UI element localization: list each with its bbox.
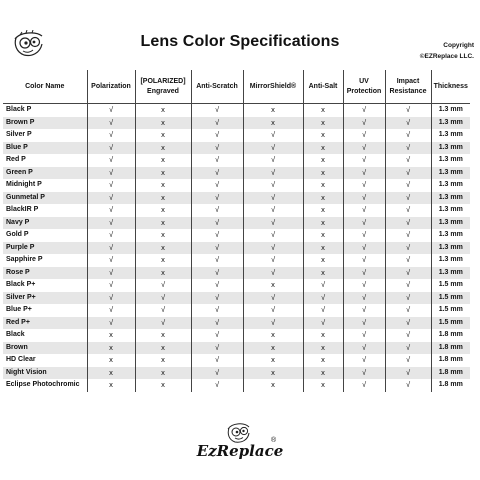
check-mark-cell: √ [87,192,135,205]
table-row [3,167,470,180]
check-mark-cell: √ [243,317,303,330]
cross-mark-cell: x [135,342,191,355]
brand-wordmark: EzReplace [196,442,284,460]
check-mark-cell: √ [343,217,385,230]
table-row [3,292,470,305]
check-mark-cell: √ [243,129,303,142]
check-mark-cell: √ [385,242,431,255]
color-name-cell: Night Vision [3,367,87,380]
color-name-cell: Navy P [3,217,87,230]
check-mark-cell: √ [343,304,385,317]
column-header-engraved: [POLARIZED] Engraved [135,70,191,104]
table-row [3,342,470,355]
check-mark-cell: √ [191,229,243,242]
cross-mark-cell: x [135,142,191,155]
check-mark-cell: √ [135,292,191,305]
cross-mark-cell: x [303,179,343,192]
cross-mark-cell: x [135,329,191,342]
thickness-cell: 1.3 mm [431,129,470,142]
cross-mark-cell: x [303,379,343,392]
table-row [3,304,470,317]
cross-mark-cell: x [303,329,343,342]
color-name-cell: Black P+ [6,281,36,289]
color-name-cell: Midnight P [6,181,42,189]
check-mark-cell: √ [191,104,243,117]
cross-mark-cell: x [135,217,191,230]
table-row [3,179,470,192]
check-mark-cell: √ [385,267,431,280]
check-mark-cell: √ [343,342,385,355]
check-mark-cell: √ [385,354,431,367]
check-mark-cell: √ [243,242,303,255]
lens-spec-table [3,70,470,392]
cross-mark-cell: x [135,267,191,280]
color-name-cell: Black [6,331,25,339]
check-mark-cell: √ [87,292,135,305]
check-mark-cell: √ [385,379,431,392]
check-mark-cell: √ [343,354,385,367]
thickness-cell: 1.8 mm [431,354,470,367]
cross-mark-cell: x [303,154,343,167]
check-mark-cell: √ [87,242,135,255]
table-row [3,154,470,167]
table-row [3,242,470,255]
check-mark-cell: √ [191,342,243,355]
thickness-cell: 1.3 mm [431,204,470,217]
color-name-cell: Silver P [6,131,32,139]
cross-mark-cell: x [243,354,303,367]
check-mark-cell: √ [87,254,135,267]
thickness-cell: 1.5 mm [431,304,470,317]
check-mark-cell: √ [87,317,135,330]
cross-mark-cell: x [303,354,343,367]
color-name-cell: Purple P [3,242,87,255]
cross-mark-cell: x [243,117,303,130]
check-mark-cell: √ [343,317,385,330]
check-mark-cell: √ [191,192,243,205]
cross-mark-cell: x [87,329,135,342]
cross-mark-cell: x [87,379,135,392]
cross-mark-cell: x [303,367,343,380]
thickness-cell: 1.5 mm [431,279,470,292]
thickness-cell: 1.3 mm [431,192,470,205]
check-mark-cell: √ [191,254,243,267]
check-mark-cell: √ [135,304,191,317]
check-mark-cell: √ [243,304,303,317]
check-mark-cell: √ [343,142,385,155]
check-mark-cell: √ [243,254,303,267]
check-mark-cell: √ [385,117,431,130]
table-row [3,254,470,267]
cross-mark-cell: x [303,254,343,267]
table-row [3,367,470,380]
cross-mark-cell: x [243,104,303,117]
check-mark-cell: √ [191,367,243,380]
table-header-row [3,70,470,104]
thickness-cell: 1.3 mm [431,142,470,155]
check-mark-cell: √ [87,217,135,230]
brand-logo [0,418,480,468]
check-mark-cell: √ [191,117,243,130]
check-mark-cell: √ [385,279,431,292]
thickness-cell: 1.5 mm [431,292,470,305]
check-mark-cell: √ [303,317,343,330]
color-name-cell: BlackIR P [6,206,39,214]
check-mark-cell: √ [343,367,385,380]
thickness-cell: 1.3 mm [431,154,470,167]
copyright-notice [404,40,474,62]
check-mark-cell: √ [343,229,385,242]
check-mark-cell: √ [87,104,135,117]
cross-mark-cell: x [135,254,191,267]
check-mark-cell: √ [343,254,385,267]
color-name-cell: Red P [6,156,26,164]
color-name-cell: Blue P+ [6,306,32,314]
cross-mark-cell: x [243,342,303,355]
check-mark-cell: √ [87,167,135,180]
cross-mark-cell: x [243,379,303,392]
check-mark-cell: √ [191,242,243,255]
registered-mark: ® [271,437,277,444]
check-mark-cell: √ [135,317,191,330]
cross-mark-cell: x [135,167,191,180]
column-header-anti-scratch: Anti-Scratch [191,70,243,104]
table-row [3,117,470,130]
color-name-cell: Green P [3,167,87,180]
check-mark-cell: √ [87,154,135,167]
column-header-mirrorshield: MirrorShield® [243,70,303,104]
thickness-cell: 1.3 mm [431,117,470,130]
check-mark-cell: √ [243,192,303,205]
cross-mark-cell: x [135,104,191,117]
check-mark-cell: √ [243,167,303,180]
check-mark-cell: √ [303,292,343,305]
cross-mark-cell: x [303,229,343,242]
column-header-anti-salt: Anti-Salt [303,70,343,104]
cross-mark-cell: x [135,367,191,380]
check-mark-cell: √ [343,167,385,180]
check-mark-cell: √ [385,254,431,267]
check-mark-cell: √ [385,329,431,342]
cross-mark-cell: x [243,279,303,292]
cross-mark-cell: x [303,117,343,130]
check-mark-cell: √ [87,117,135,130]
check-mark-cell: √ [385,292,431,305]
table-row [3,267,470,280]
check-mark-cell: √ [87,279,135,292]
color-name-cell: Black P [6,106,32,114]
check-mark-cell: √ [87,267,135,280]
column-header-color: Color Name [3,70,87,104]
table-row [3,104,470,117]
check-mark-cell: √ [303,279,343,292]
check-mark-cell: √ [243,229,303,242]
check-mark-cell: √ [385,154,431,167]
cross-mark-cell: x [303,342,343,355]
cross-mark-cell: x [135,229,191,242]
color-name-cell: Brown [3,342,87,355]
color-name-cell: Blue P [3,142,87,155]
check-mark-cell: √ [385,317,431,330]
check-mark-cell: √ [191,167,243,180]
check-mark-cell: √ [385,229,431,242]
cross-mark-cell: x [303,129,343,142]
check-mark-cell: √ [87,142,135,155]
check-mark-cell: √ [191,317,243,330]
check-mark-cell: √ [243,154,303,167]
thickness-cell: 1.3 mm [431,242,470,255]
cartoon-face-with-glasses-icon [226,422,252,444]
table-body [3,104,470,392]
thickness-cell: 1.8 mm [431,379,470,392]
check-mark-cell: √ [343,179,385,192]
check-mark-cell: √ [191,304,243,317]
thickness-cell: 1.3 mm [431,229,470,242]
table-row [3,379,470,392]
check-mark-cell: √ [385,192,431,205]
check-mark-cell: √ [191,329,243,342]
cross-mark-cell: x [303,242,343,255]
check-mark-cell: √ [191,129,243,142]
cross-mark-cell: x [303,142,343,155]
check-mark-cell: √ [385,304,431,317]
cross-mark-cell: x [243,329,303,342]
check-mark-cell: √ [135,279,191,292]
check-mark-cell: √ [343,242,385,255]
color-name-cell: HD Clear [6,356,36,364]
check-mark-cell: √ [385,104,431,117]
column-header-thickness: Thickness [431,70,470,104]
check-mark-cell: √ [343,292,385,305]
color-name-cell: Eclipse Photochromic [6,381,80,389]
cross-mark-cell: x [135,154,191,167]
thickness-cell: 1.3 mm [431,179,470,192]
check-mark-cell: √ [343,104,385,117]
check-mark-cell: √ [87,229,135,242]
check-mark-cell: √ [243,204,303,217]
cross-mark-cell: x [135,117,191,130]
check-mark-cell: √ [87,204,135,217]
cross-mark-cell: x [135,192,191,205]
check-mark-cell: √ [243,142,303,155]
table-row [3,142,470,155]
cross-mark-cell: x [87,342,135,355]
color-name-cell: Gunmetal P [3,192,87,205]
thickness-cell: 1.5 mm [431,317,470,330]
thickness-cell: 1.8 mm [431,329,470,342]
color-name-cell: Gold P [6,231,29,239]
cross-mark-cell: x [135,129,191,142]
check-mark-cell: √ [385,204,431,217]
table-row [3,279,470,292]
copyright-line-1: Copyright [443,42,474,49]
table-row [3,354,470,367]
table-row [3,204,470,217]
table-row [3,317,470,330]
check-mark-cell: √ [191,267,243,280]
check-mark-cell: √ [343,329,385,342]
check-mark-cell: √ [191,142,243,155]
table-row [3,229,470,242]
cross-mark-cell: x [243,367,303,380]
thickness-cell: 1.3 mm [431,167,470,180]
column-header-uv: UV Protection [343,70,385,104]
check-mark-cell: √ [191,179,243,192]
thickness-cell: 1.3 mm [431,104,470,117]
cross-mark-cell: x [303,167,343,180]
thickness-cell: 1.3 mm [431,254,470,267]
check-mark-cell: √ [343,129,385,142]
check-mark-cell: √ [191,204,243,217]
check-mark-cell: √ [243,267,303,280]
check-mark-cell: √ [385,217,431,230]
thickness-cell: 1.8 mm [431,367,470,380]
cross-mark-cell: x [135,179,191,192]
check-mark-cell: √ [243,292,303,305]
cross-mark-cell: x [87,367,135,380]
check-mark-cell: √ [191,292,243,305]
check-mark-cell: √ [385,179,431,192]
check-mark-cell: √ [191,217,243,230]
cross-mark-cell: x [87,354,135,367]
check-mark-cell: √ [343,117,385,130]
check-mark-cell: √ [87,304,135,317]
check-mark-cell: √ [385,367,431,380]
cross-mark-cell: x [135,379,191,392]
cross-mark-cell: x [303,192,343,205]
column-header-polarization: Polarization [87,70,135,104]
table-row [3,329,470,342]
column-header-impact: Impact Resistance [385,70,431,104]
check-mark-cell: √ [87,179,135,192]
cross-mark-cell: x [303,204,343,217]
color-name-cell: Sapphire P [6,256,43,264]
copyright-line-2: ©EZReplace LLC. [419,53,474,60]
check-mark-cell: √ [385,129,431,142]
check-mark-cell: √ [385,142,431,155]
check-mark-cell: √ [385,167,431,180]
check-mark-cell: √ [343,279,385,292]
color-name-cell: Silver P+ [3,292,87,305]
cross-mark-cell: x [303,267,343,280]
page-title: Lens Color Specifications [140,33,340,50]
check-mark-cell: √ [343,379,385,392]
cross-mark-cell: x [135,204,191,217]
check-mark-cell: √ [343,204,385,217]
cross-mark-cell: x [135,354,191,367]
check-mark-cell: √ [385,342,431,355]
cross-mark-cell: x [303,104,343,117]
color-name-cell: Rose P [3,267,87,280]
table-row [3,129,470,142]
check-mark-cell: √ [191,279,243,292]
check-mark-cell: √ [87,129,135,142]
check-mark-cell: √ [191,354,243,367]
color-name-cell: Brown P [3,117,87,130]
check-mark-cell: √ [343,267,385,280]
check-mark-cell: √ [243,179,303,192]
check-mark-cell: √ [303,304,343,317]
check-mark-cell: √ [343,154,385,167]
table-row [3,192,470,205]
check-mark-cell: √ [191,379,243,392]
check-mark-cell: √ [191,154,243,167]
cross-mark-cell: x [303,217,343,230]
thickness-cell: 1.3 mm [431,217,470,230]
check-mark-cell: √ [343,192,385,205]
thickness-cell: 1.8 mm [431,342,470,355]
color-name-cell: Red P+ [3,317,87,330]
table-row [3,217,470,230]
cross-mark-cell: x [135,242,191,255]
check-mark-cell: √ [243,217,303,230]
thickness-cell: 1.3 mm [431,267,470,280]
